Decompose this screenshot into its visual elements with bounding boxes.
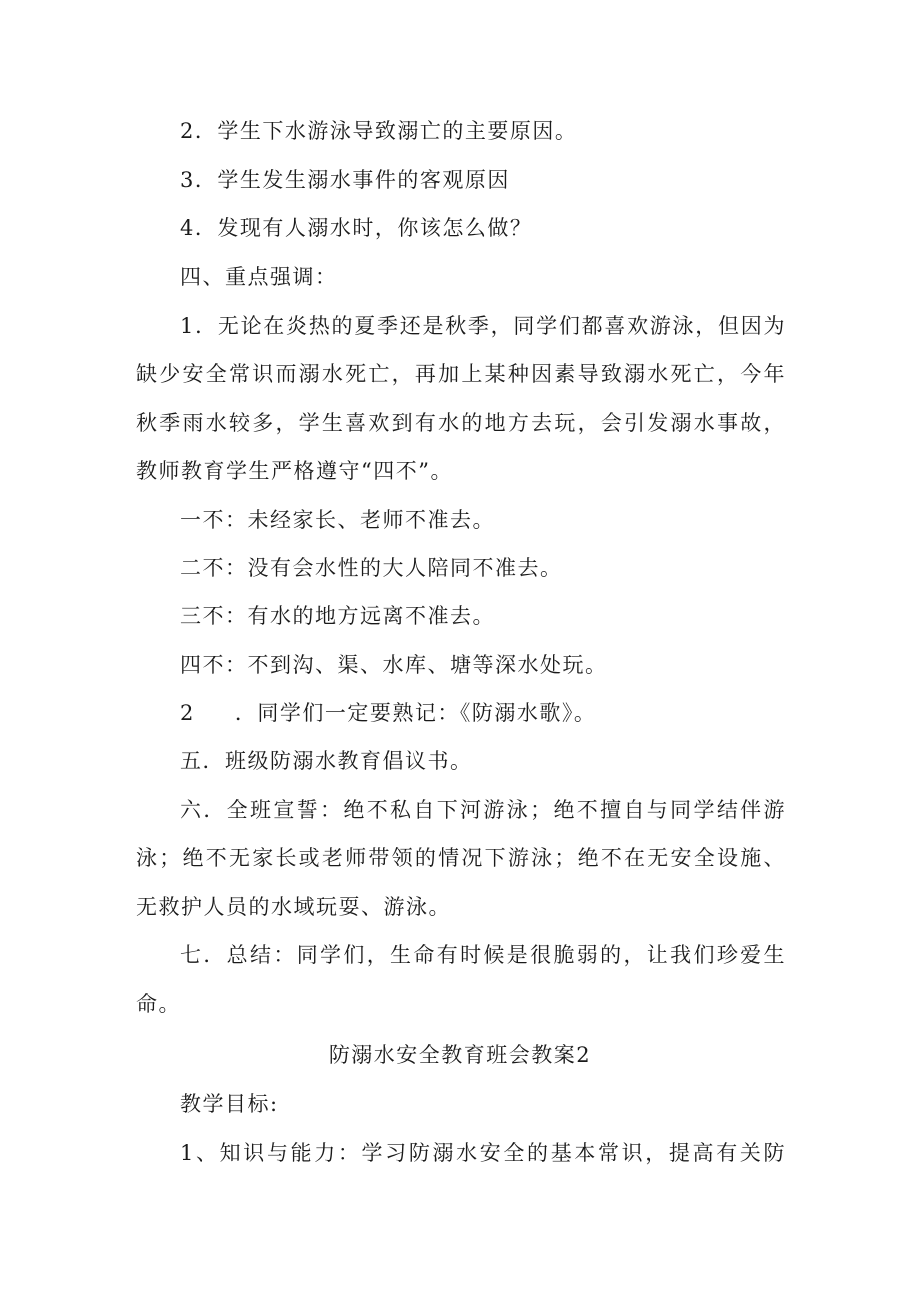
section-title: 防溺水安全教育班会教案2 [328,1043,592,1067]
list-item-3: 3．学生发生溺水事件的客观原因 [180,168,510,192]
list-item-4: 4．发现有人溺水时，你该怎么做？ [180,216,533,240]
section-heading-4: 四、重点强调： [180,265,338,289]
paragraph-line: 命。 [136,992,181,1016]
paragraph-line: 七．总结：同学们，生命有时候是很脆弱的，让我们珍爱生 [180,943,786,967]
paragraph-line: 1、知识与能力：学习防溺水安全的基本常识，提高有关防 [180,1141,786,1165]
rule-two: 二不：没有会水性的大人陪同不准去。 [180,556,563,580]
item-number: 2 [180,701,195,725]
item-text: ．同学们一定要熟记：《防溺水歌》。 [234,701,597,725]
section-heading-5: 五．班级防溺水教育倡议书。 [180,749,473,773]
rule-one: 一不：未经家长、老师不准去。 [180,508,495,532]
rule-three: 三不：有水的地方远离不准去。 [180,604,495,628]
paragraph-line: 缺少安全常识而溺水死亡，再加上某种因素导致溺水死亡，今年 [136,362,786,386]
paragraph-line: 六．全班宣誓：绝不私自下河游泳；绝不擅自与同学结伴游 [180,798,786,822]
paragraph-line [180,698,596,728]
paragraph-line: 泳；绝不无家长或老师带领的情况下游泳；绝不在无安全设施、 [136,846,786,870]
paragraph-line: 1．无论在炎热的夏季还是秋季，同学们都喜欢游泳，但因为 [180,314,786,338]
paragraph-line: 教师教育学生严格遵守“四不”。 [136,459,453,483]
rule-four: 四不：不到沟、渠、水库、塘等深水处玩。 [180,653,608,677]
list-item-2: 2．学生下水游泳导致溺亡的主要原因。 [180,119,578,143]
paragraph-line: 秋季雨水较多，学生喜欢到有水的地方去玩，会引发溺水事故， [136,411,786,435]
paragraph-line: 无救护人员的水域玩耍、游泳。 [136,895,451,919]
subheading: 教学目标: [180,1092,279,1116]
